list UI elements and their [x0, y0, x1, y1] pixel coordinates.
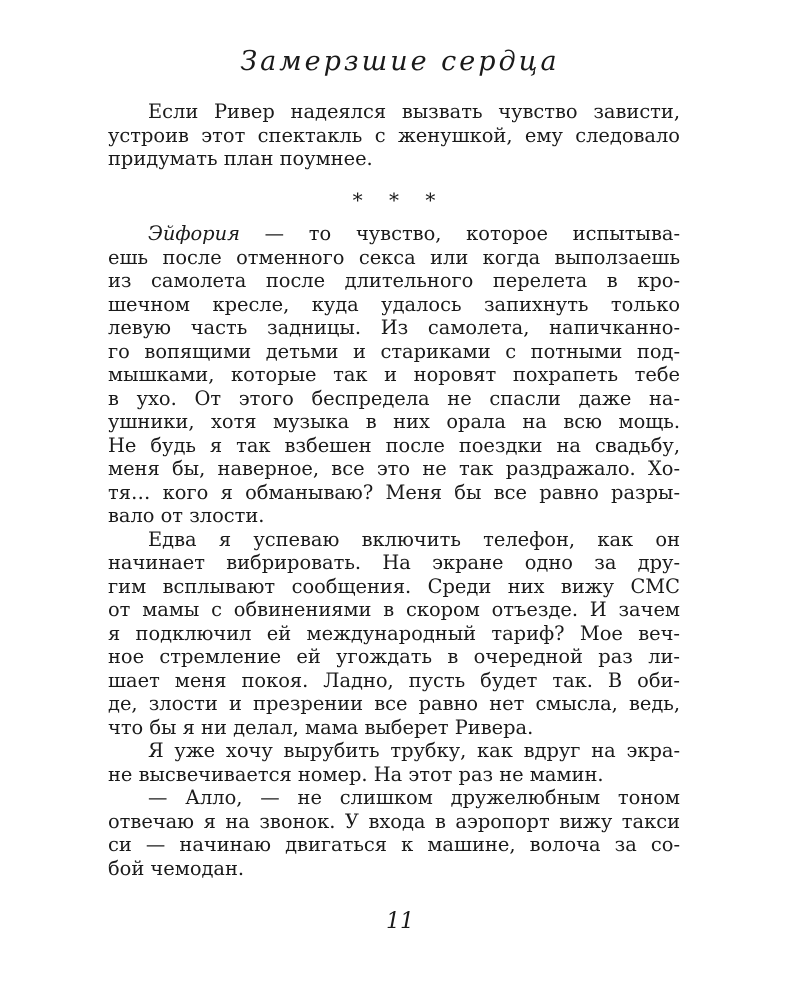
- text-line: де, злости и презрении все равно нет смысла, ведь,: [108, 692, 680, 715]
- text-line: мышками, которые так и норовят похрапеть тебе: [108, 363, 680, 386]
- emphasis-word: Эйфория: [148, 222, 240, 245]
- text-line: гим всплывают сообщения. Среди них вижу СМС: [108, 574, 680, 598]
- text-line: что бы я ни делал, мама выберет Ривера.: [108, 715, 534, 739]
- text-line: я подключил ей международный тариф? Мое веч-: [108, 621, 680, 645]
- text-line: вало от злости.: [108, 504, 265, 527]
- text-line: не высвечивается номер. На этот раз не мамин.: [108, 762, 604, 786]
- text-line: си — начинаю двигаться к машине, волоча за со-: [108, 833, 680, 856]
- text-line: левую часть задницы. Из самолета, напичканно-: [108, 316, 680, 339]
- text-line: го вопящими детьми и стариками с потными под-: [108, 339, 680, 363]
- text-line: [108, 222, 680, 246]
- text-line: ешь после отменного секса или когда выползаешь: [108, 245, 680, 269]
- text-line: отвечаю я на звонок. У входа в аэропорт вижу такси: [108, 809, 680, 833]
- text-line: тя… кого я обманываю? Меня бы все равно разры-: [108, 480, 680, 504]
- text-line: устроив этот спектакль с женушкой, ему следовало: [108, 123, 680, 147]
- text-line: — Алло, — не слишком дружелюбным тоном: [148, 786, 680, 809]
- text-fragment: — то чувство, которое испытыва-: [239, 222, 680, 245]
- text-line: ушники, хотя музыка в них орала на всю мощь.: [108, 410, 680, 433]
- section-separator: * * *: [352, 187, 446, 212]
- text-line: Не будь я так взбешен после поездки на свадьбу,: [108, 433, 680, 457]
- text-line: шает меня покоя. Ладно, пусть будет так. В оби-: [108, 668, 680, 692]
- page-number: 11: [386, 909, 414, 934]
- text-line: меня бы, наверное, все это не так раздражало. Хо-: [108, 457, 680, 480]
- page-text: [108, 100, 680, 880]
- text-line: в ухо. От этого беспредела не спасли даже на-: [108, 386, 680, 410]
- running-head: Замерзшие сердца: [240, 46, 560, 77]
- text-line: из самолета после длительного перелета в кро-: [108, 269, 680, 292]
- text-line: Едва я успеваю включить телефон, как он: [148, 527, 680, 551]
- text-line: шечном кресле, куда удалось запихнуть только: [108, 292, 680, 316]
- text-line: Если Ривер надеялся вызвать чувство зависти,: [148, 100, 680, 123]
- text-line: начинает вибрировать. На экране одно за дру-: [108, 551, 680, 574]
- text-line: придумать план поумнее.: [108, 147, 373, 170]
- text-line: Я уже хочу вырубить трубку, как вдруг на экра-: [148, 739, 680, 762]
- text-line: бой чемодан.: [108, 856, 245, 880]
- text-line: от мамы с обвинениями в скором отъезде. И зачем: [108, 598, 680, 621]
- text-line: ное стремление ей угождать в очередной раз ли-: [108, 645, 680, 668]
